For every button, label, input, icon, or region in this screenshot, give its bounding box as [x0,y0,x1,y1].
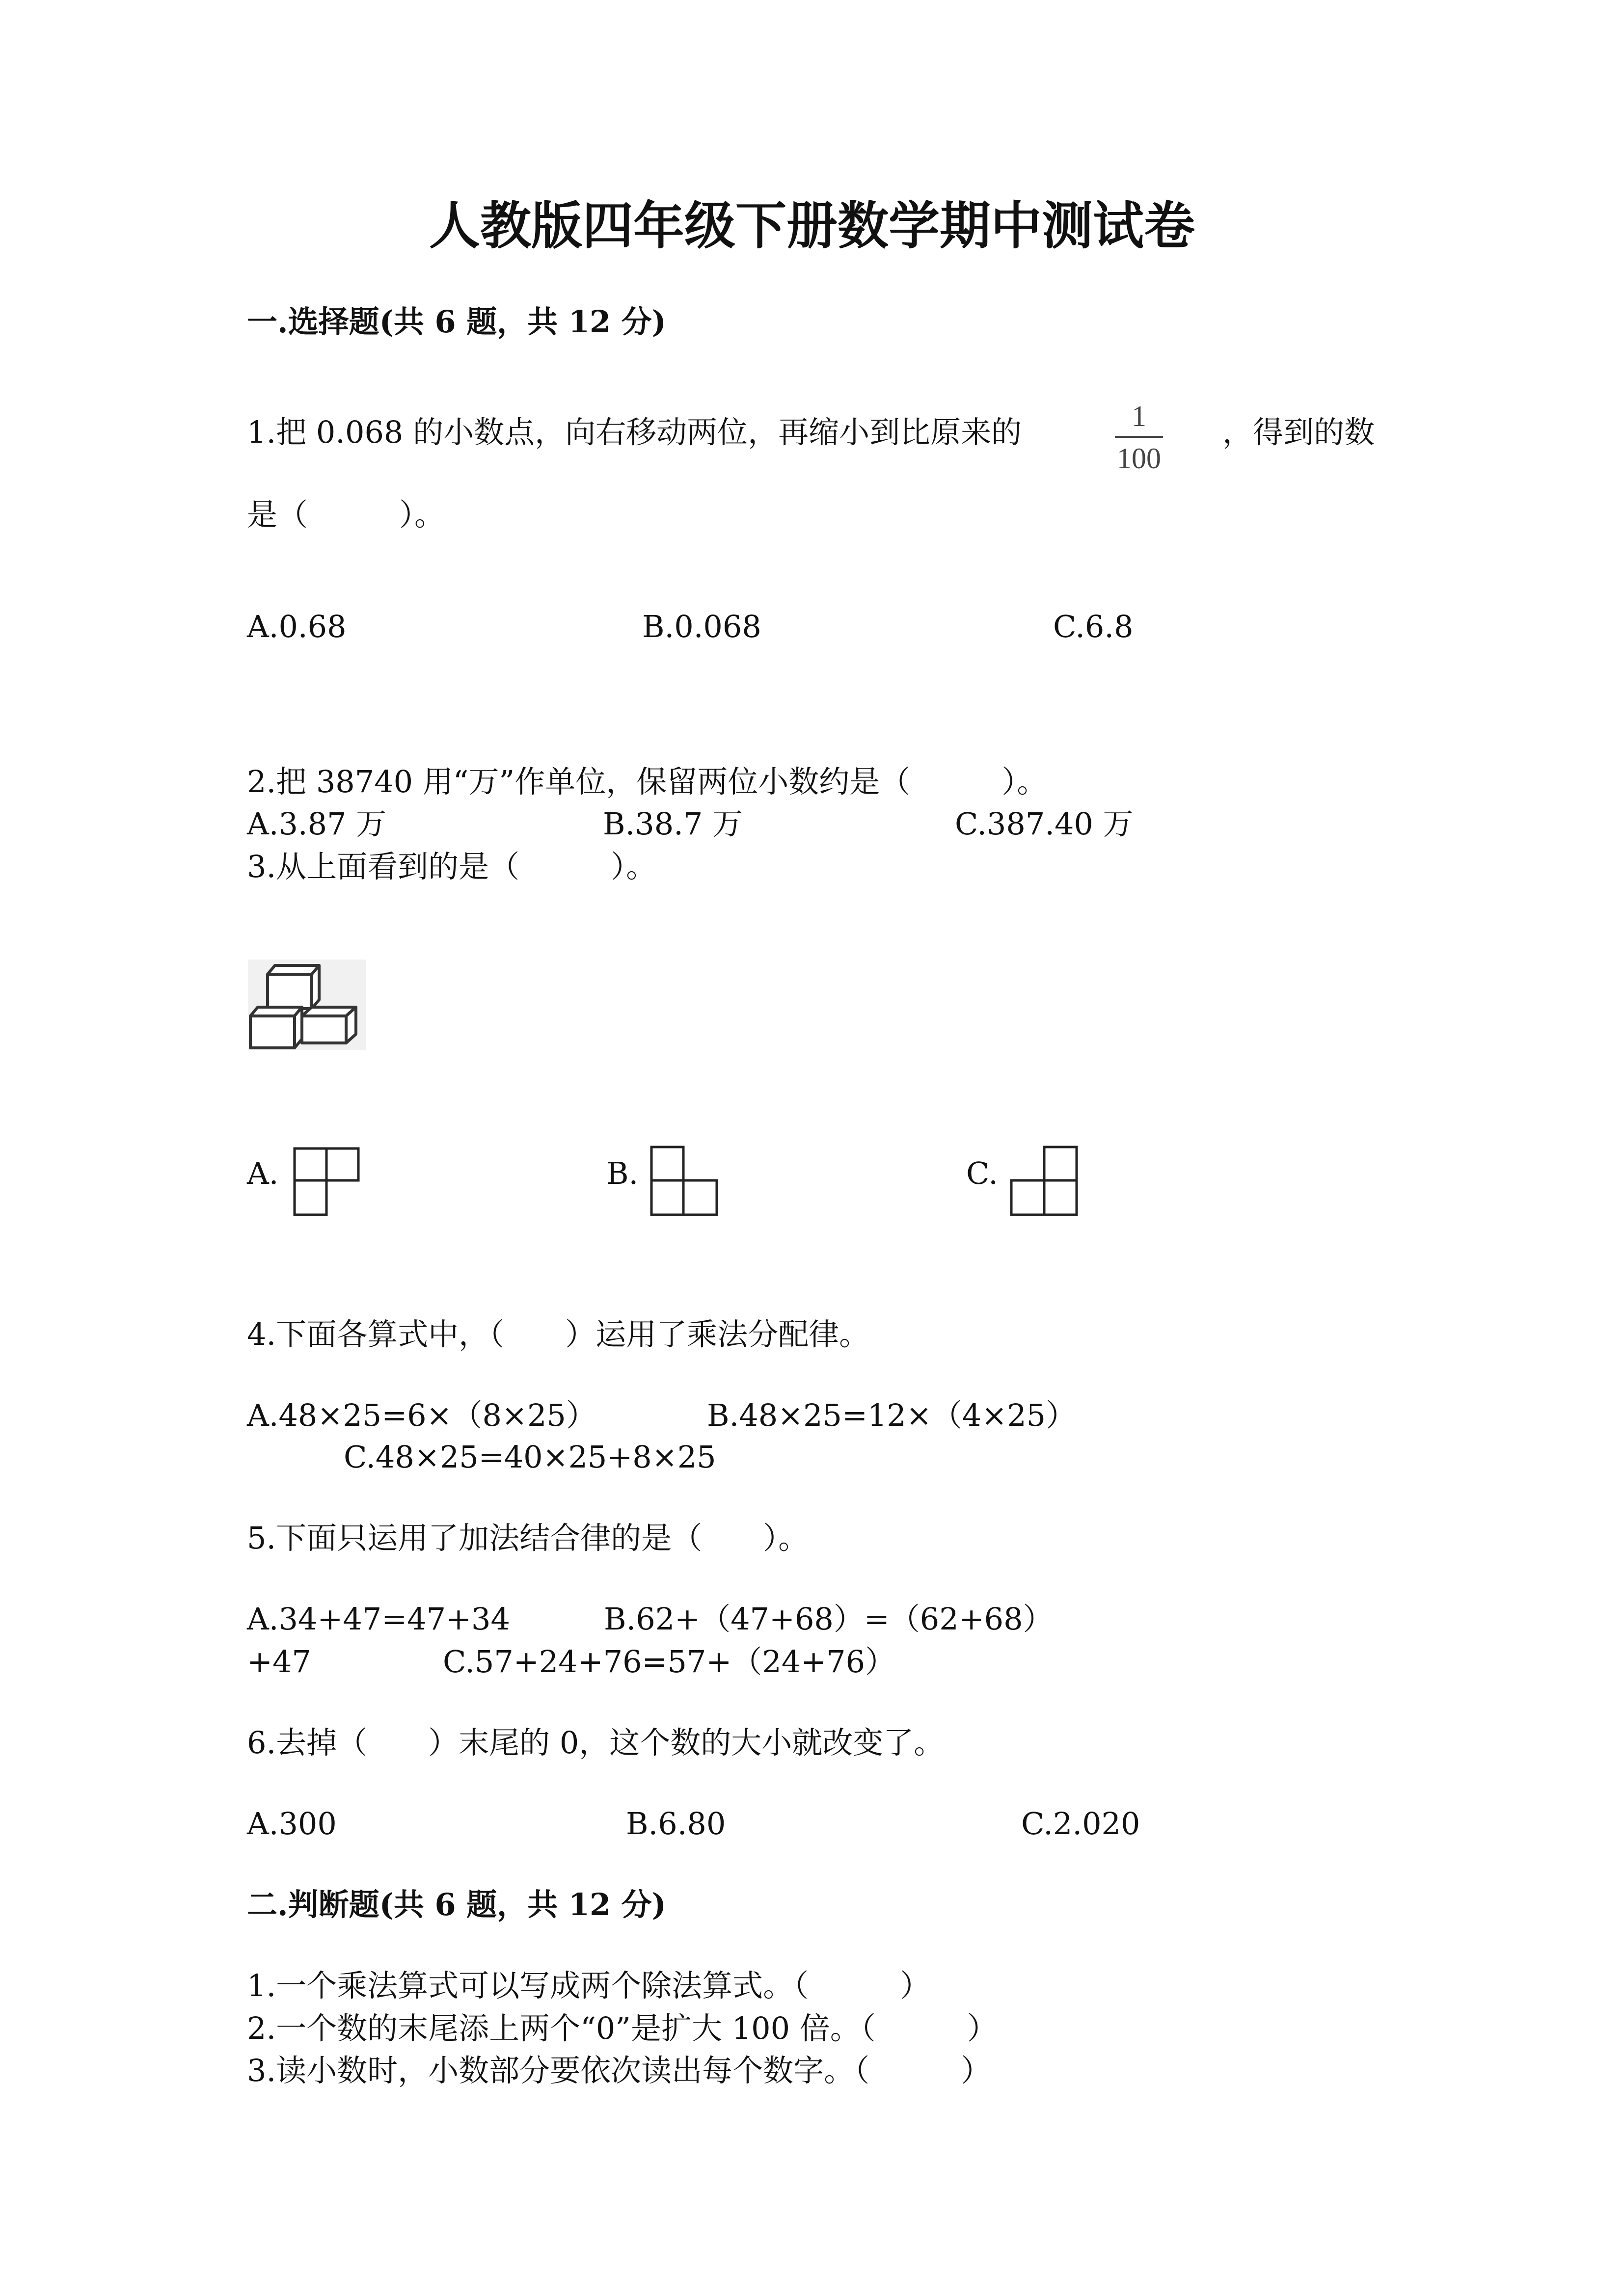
q5-option-a: A.34+47=47+34 [247,1601,510,1637]
q1-fraction [1112,401,1166,473]
q1-text: 1.把 0.068 的小数点，向右移动两位，再缩小到比原来的 [247,414,1022,450]
section2-item-2: 2.一个数的末尾添上两个“0”是扩大 100 倍。（ ） [247,2010,998,2046]
q5-option-c: C.57+24+76=57+（24+76） [443,1644,896,1680]
q6-option-c: C.2.020 [1021,1806,1140,1842]
q2-option-b: B.38.7 万 [603,806,743,842]
q1-option-c: C.6.8 [1053,609,1134,644]
q3-option-c: C. [966,1155,998,1191]
fraction-numerator: 1 [1132,400,1146,432]
section2-item-1: 1.一个乘法算式可以写成两个除法算式。（ ） [247,1968,931,2003]
q4-option-b: B.48×25=12×（4×25） [707,1397,1077,1433]
q5-text: 5.下面只运用了加法结合律的是（ ）。 [247,1520,809,1556]
q6-option-b: B.6.80 [626,1806,726,1842]
q6-option-a: A.300 [247,1806,337,1842]
q3-option-a: A. [247,1155,279,1191]
q5-option-b-continued: +47 [247,1644,311,1680]
q3-option-b-figure [649,1145,720,1218]
cube-stack-figure [248,960,366,1050]
q1-option-b: B.0.068 [642,609,761,644]
q1-text-after: ，得到的数 [1222,414,1375,450]
q1-text-line2: 是（ ）。 [247,497,445,533]
section1-heading: 一.选择题(共 6 题，共 12 分) [247,304,667,340]
q4-text: 4.下面各算式中，（ ）运用了乘法分配律。 [247,1316,870,1352]
section2-item-3: 3.读小数时，小数部分要依次读出每个数字。（ ） [247,2053,992,2088]
q6-text: 6.去掉（ ）末尾的 0，这个数的大小就改变了。 [247,1725,945,1761]
q3-option-a-figure [292,1146,361,1220]
q1-option-a: A.0.68 [247,609,347,644]
q3-text: 3.从上面看到的是（ ）。 [247,849,657,884]
q4-option-c: C.48×25=40×25+8×25 [344,1439,716,1475]
q3-option-c-figure [1009,1145,1080,1218]
q2-text: 2.把 38740 用“万”作单位，保留两位小数约是（ ）。 [247,764,1048,800]
page-title: 人教版四年级下册数学期中测试卷 [429,195,1195,256]
q4-option-a: A.48×25=6×（8×25） [247,1397,596,1433]
q2-option-c: C.387.40 万 [955,806,1134,842]
fraction-bar [1115,436,1163,438]
q3-option-b: B. [606,1155,639,1191]
section2-heading: 二.判断题(共 6 题，共 12 分) [247,1887,667,1922]
q5-option-b: B.62+（47+68）=（62+68） [604,1601,1054,1637]
q2-option-a: A.3.87 万 [247,806,387,842]
fraction-denominator: 100 [1117,442,1161,475]
